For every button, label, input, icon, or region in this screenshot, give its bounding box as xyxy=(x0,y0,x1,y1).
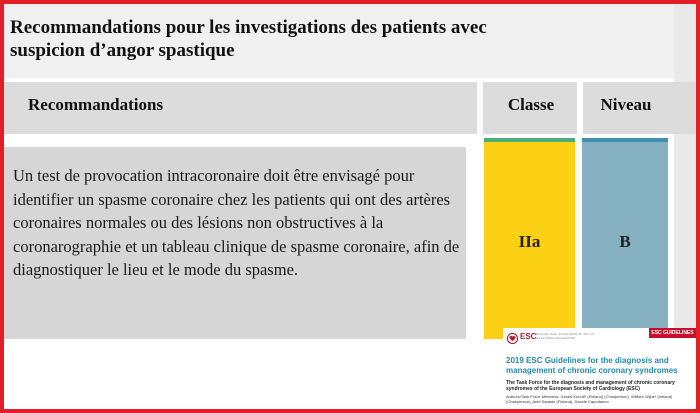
journal-reference: European Heart Journal (2020) 41, 407–477 doi:10.1093/eurheartj/ehz425 xyxy=(536,332,595,340)
header-class: Classe xyxy=(507,95,555,114)
cover-authors: Authors/Task Force Members: Juhani Knuuti* (Finland) (Chairperson), William Wijns* (Ireland) (Chairperson), Antti Saraste (Finland), Davide Capodanno xyxy=(506,394,673,404)
cover-subtitle: The Task Force for the diagnosis and management of chronic coronary syndromes of the European Society of Cardiology (ESC) xyxy=(506,380,675,392)
right-margin-strip xyxy=(674,4,696,334)
cover-title: 2019 ESC Guidelines for the diagnosis and management of chronic coronary syndromes xyxy=(506,356,678,375)
header-divider xyxy=(477,82,483,134)
heart-icon xyxy=(507,331,518,349)
esc-logo-text: ESC xyxy=(520,332,537,341)
guideline-cover xyxy=(503,328,696,413)
cover-header xyxy=(503,328,696,352)
guidelines-tag: ESC GUIDELINES xyxy=(649,328,696,338)
header-recommendations: Recommandations xyxy=(28,95,164,114)
slide-title: Recommandations pour les investigations des patients avec suspicion d’angor spastique xyxy=(10,17,487,61)
recommendation-text: Un test de provocation intracoronaire doit être envisagé pour identifier un spasme coronaire chez les patients qui ont des artères coronaires normales ou des lésions non obstructives à la coronarographie et un tableau clinique de spasme coronaire, afin de diagnostiquer le lieu et le mode du spasme. xyxy=(13,166,460,279)
class-value: IIa xyxy=(518,232,541,251)
level-value: B xyxy=(619,232,631,251)
header-divider xyxy=(577,82,583,134)
header-level: Niveau xyxy=(600,95,652,114)
